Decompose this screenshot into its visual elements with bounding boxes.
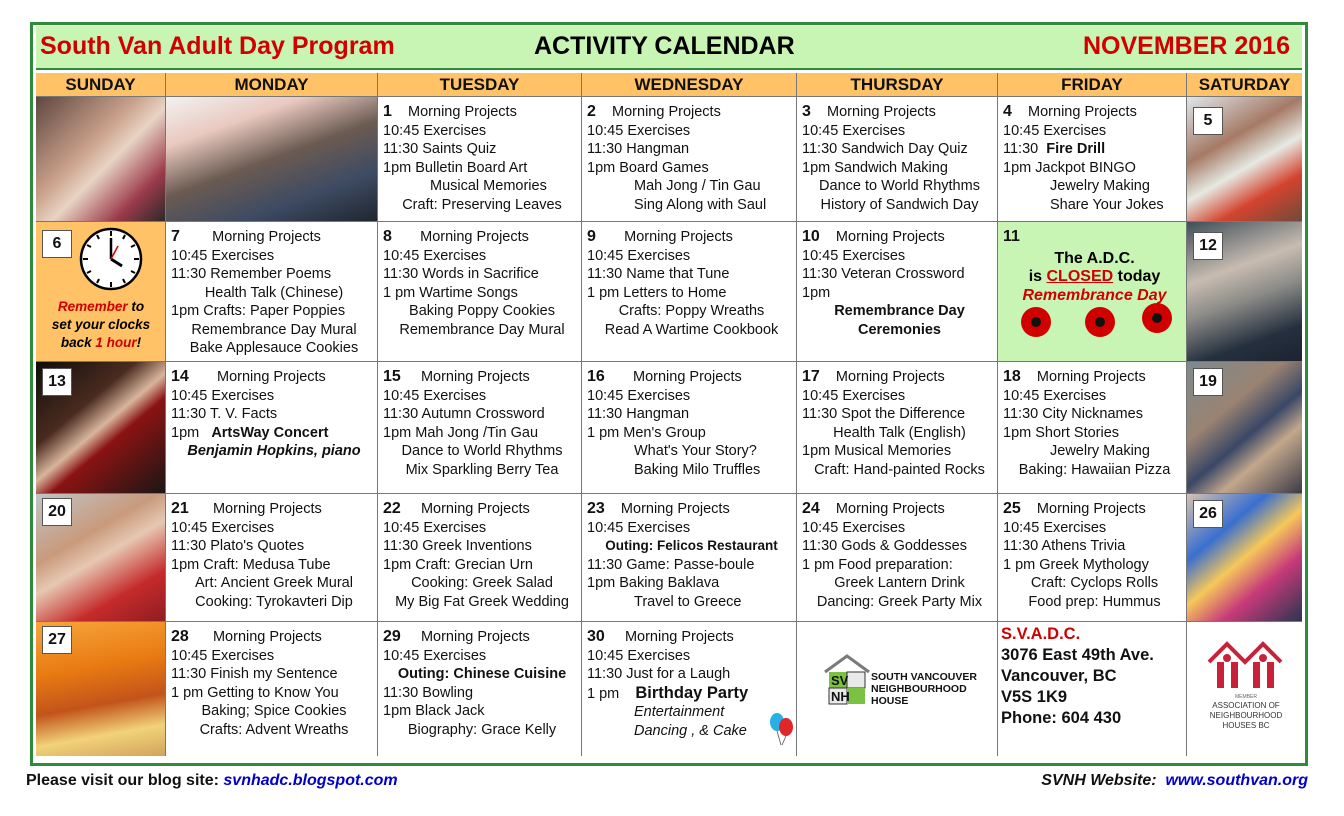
cell-nov-25 <box>998 494 1187 622</box>
activity: 1pm Craft: Grecian Urn <box>383 556 533 573</box>
activity: Entertainment <box>634 704 725 720</box>
date-number: 21 <box>171 500 189 517</box>
cell-nov-22 <box>378 494 582 622</box>
calendar-month: NOVEMBER 2016 <box>1082 32 1290 60</box>
date-number: 2 <box>587 103 596 120</box>
cell-nov-7 <box>166 222 378 362</box>
concert-performer: Benjamin Hopkins, piano <box>187 443 361 459</box>
concert-title: ArtsWay Concert <box>211 424 329 441</box>
activity: Jewelry Making <box>1050 443 1150 459</box>
activity: 11:30 Spot the Difference <box>802 406 966 422</box>
activity: Morning Projects <box>420 629 530 645</box>
activity: 1pm Crafts: Paper Poppies <box>171 303 346 319</box>
activity: Baking: Hawaiian Pizza <box>1018 461 1171 478</box>
cell-nov-5 <box>1187 97 1302 222</box>
day-header-sunday: SUNDAY <box>36 73 166 97</box>
title-bar <box>36 26 1302 70</box>
anh-logo-icon <box>1203 636 1289 732</box>
date-number: 26 <box>1193 500 1223 528</box>
day-header-saturday: SATURDAY <box>1187 73 1302 97</box>
activity: 10:45 Exercises <box>171 647 275 664</box>
activity: Morning Projects <box>420 369 530 385</box>
cell-nov-14 <box>166 362 378 494</box>
activity: 10:45 Exercises <box>1003 122 1107 139</box>
activity: Morning Projects <box>835 229 945 245</box>
activity: Morning Projects <box>835 369 945 385</box>
activity: Morning Projects <box>1028 104 1137 120</box>
activity: Musical Memories <box>430 178 547 194</box>
activity: 10:45 Exercises <box>383 519 487 536</box>
street-address: 3076 East 49th Ave. <box>1001 646 1154 664</box>
activity: Dancing: Greek Party Mix <box>816 593 983 610</box>
activity: 11:30 Words in Sacrifice <box>383 266 539 282</box>
date-number: 23 <box>587 500 605 517</box>
balloons-icon <box>768 712 796 746</box>
cell-nov-11 <box>998 222 1187 362</box>
svg-text:ASSOCIATION OF: ASSOCIATION OF <box>1212 701 1280 710</box>
activity: Craft: Preserving Leaves <box>402 196 562 213</box>
date-number: 15 <box>383 368 401 385</box>
activity: Morning Projects <box>1036 501 1146 517</box>
date-number: 17 <box>802 368 820 385</box>
svg-text:HOUSE: HOUSE <box>871 695 909 707</box>
activity-time: 1pm <box>171 424 200 441</box>
activity: Bake Applesauce Cookies <box>189 340 359 356</box>
activity: Morning Projects <box>835 501 945 517</box>
cell-nov-1 <box>378 97 582 222</box>
cell-anh-logo <box>1187 622 1302 756</box>
activity: 11:30 City Nicknames <box>1003 406 1143 422</box>
remembrance-ceremonies: Ceremonies <box>857 321 941 338</box>
cell-nov-8 <box>378 222 582 362</box>
activity: 11:30 Plato's Quotes <box>171 538 305 554</box>
cell-nov-2 <box>582 97 797 222</box>
activity: Baking; Spice Cookies <box>201 703 347 719</box>
date-number: 29 <box>383 628 401 645</box>
cell-nov-21 <box>166 494 378 622</box>
activity: 10:45 Exercises <box>587 647 691 664</box>
activity: Biography: Grace Kelly <box>407 721 557 738</box>
svg-text:NH: NH <box>831 689 850 704</box>
cell-week1-monday <box>166 97 378 222</box>
activity: Morning Projects <box>217 369 326 385</box>
activity: 11:30 Just for a Laugh <box>587 666 731 682</box>
calendar-title: ACTIVITY CALENDAR <box>534 32 795 60</box>
cell-nov-17 <box>797 362 998 494</box>
closed-notice: The A.D.C. is CLOSED today Remembrance Day <box>1022 249 1167 304</box>
activity: 10:45 Exercises <box>802 122 906 139</box>
activity: Dance to World Rhythms <box>819 178 980 194</box>
activity: Dance to World Rhythms <box>401 443 563 459</box>
date-number: 24 <box>802 500 820 517</box>
blog-link[interactable]: svnhadc.blogspot.com <box>223 772 398 789</box>
date-number: 27 <box>42 626 72 654</box>
clock-icon <box>78 226 144 292</box>
cell-nov-29 <box>378 622 582 756</box>
date-number: 11 <box>1003 228 1020 245</box>
birthday-party: Birthday Party <box>635 683 749 702</box>
activity: 1pm Baking Baklava <box>587 575 720 591</box>
cell-nov-20 <box>36 494 166 622</box>
activity: 11:30 Gods & Goddesses <box>802 538 967 554</box>
activity: Morning Projects <box>408 104 517 120</box>
activity: 10:45 Exercises <box>383 122 487 139</box>
activity: 1pm Jackpot BINGO <box>1003 159 1136 176</box>
activity: Cooking: Greek Salad <box>411 575 553 591</box>
activity: Morning Projects <box>1036 369 1146 385</box>
cell-nov-13 <box>36 362 166 494</box>
activity: 11:30 Veteran Crossword <box>802 266 965 282</box>
cell-nov-19 <box>1187 362 1302 494</box>
activity: Travel to Greece <box>634 593 742 610</box>
activity: 10:45 Exercises <box>802 247 906 264</box>
activity: 1 pm Wartime Songs <box>383 284 518 301</box>
outing: Outing: Felicos Restaurant <box>605 538 778 553</box>
fire-drill: Fire Drill <box>1046 141 1106 157</box>
activity: Craft: Hand-painted Rocks <box>814 461 985 478</box>
activity: 1pm Musical Memories <box>802 443 952 459</box>
activity: 1pm Sandwich Making <box>802 159 948 176</box>
activity: 11:30 T. V. Facts <box>171 406 278 422</box>
cell-nov-9 <box>582 222 797 362</box>
day-header-wednesday: WEDNESDAY <box>582 73 797 97</box>
activity: My Big Fat Greek Wedding <box>395 593 569 610</box>
cell-nov-10 <box>797 222 998 362</box>
remembrance-ceremonies: Remembrance Day <box>834 303 965 319</box>
date-number: 7 <box>171 228 180 245</box>
activity: 10:45 Exercises <box>171 247 275 264</box>
date-number: 18 <box>1003 368 1021 385</box>
activity: Remembrance Day Mural <box>399 321 565 338</box>
activity: Morning Projects <box>212 501 322 517</box>
activity: 11:30 Saints Quiz <box>383 141 497 157</box>
cell-nov-15 <box>378 362 582 494</box>
activity: 1 pm Food preparation: <box>802 556 953 573</box>
day-header-monday: MONDAY <box>166 73 378 97</box>
activity: Morning Projects <box>420 229 529 245</box>
cell-nov-4 <box>998 97 1187 222</box>
activity: 10:45 Exercises <box>587 247 691 264</box>
date-number: 30 <box>587 628 605 645</box>
svg-text:MEMBER: MEMBER <box>1235 694 1257 700</box>
activity: 1pm Board Games <box>587 159 709 176</box>
cell-nov-28 <box>166 622 378 756</box>
poppy-icon <box>1020 306 1052 338</box>
activity: 10:45 Exercises <box>802 387 906 404</box>
activity: 11:30 Sandwich Day Quiz <box>802 141 968 157</box>
cell-svnh-logo <box>797 622 998 756</box>
activity: 10:45 Exercises <box>1003 387 1107 404</box>
activity: Crafts: Advent Wreaths <box>199 721 349 738</box>
activity: Craft: Cyclops Rolls <box>1030 575 1159 591</box>
date-number: 14 <box>171 368 189 385</box>
activity: 1pm Craft: Medusa Tube <box>171 556 331 573</box>
date-number: 6 <box>42 230 72 258</box>
postal-code: V5S 1K9 <box>1001 688 1068 706</box>
activity: What's Your Story? <box>634 443 757 459</box>
activity: 1pm Bulletin Board Art <box>383 159 528 176</box>
activity: 10:45 Exercises <box>383 647 487 664</box>
city: Vancouver, BC <box>1001 667 1117 685</box>
activity: Sing Along with Saul <box>634 196 767 213</box>
svg-text:SV: SV <box>831 673 849 688</box>
activity: 1pm Short Stories <box>1003 424 1120 441</box>
activity: 1pm <box>802 284 831 301</box>
cell-week1-sunday <box>36 97 166 222</box>
outing: Outing: Chinese Cuisine <box>397 666 567 682</box>
cell-nov-12 <box>1187 222 1302 362</box>
photo-group-of-seniors <box>166 97 377 221</box>
cell-nov-23 <box>582 494 797 622</box>
date-number: 28 <box>171 628 189 645</box>
date-number: 5 <box>1193 107 1223 135</box>
activity: 10:45 Exercises <box>383 387 487 404</box>
svnh-logo-icon <box>821 654 981 710</box>
program-name: South Van Adult Day Program <box>40 32 395 60</box>
activity: Morning Projects <box>612 104 721 120</box>
activity: 11:30 Greek Inventions <box>383 538 532 554</box>
poppy-icon <box>1084 306 1116 338</box>
activity: 11:30 Name that Tune <box>587 266 730 282</box>
date-number: 13 <box>42 368 72 396</box>
activity: Morning Projects <box>827 104 936 120</box>
activity: Art: Ancient Greek Mural <box>195 575 353 591</box>
website-link[interactable]: www.southvan.org <box>1165 772 1308 789</box>
activity: 1 pm Getting to Know You <box>171 684 339 701</box>
date-number: 10 <box>802 228 820 245</box>
activity: 10:45 Exercises <box>171 387 275 404</box>
activity: Morning Projects <box>624 629 734 645</box>
activity: 11:30 Game: Passe-boule <box>587 556 755 573</box>
activity: Share Your Jokes <box>1050 196 1164 213</box>
activity: Morning Projects <box>620 501 730 517</box>
svg-text:SOUTH VANCOUVER: SOUTH VANCOUVER <box>871 671 977 683</box>
activity: Health Talk (Chinese) <box>204 284 344 301</box>
activity: 11:30 Remember Poems <box>171 266 332 282</box>
activity: Crafts: Poppy Wreaths <box>618 303 765 319</box>
activity: 11:30 Athens Trivia <box>1003 538 1126 554</box>
day-header-tuesday: TUESDAY <box>378 73 582 97</box>
footer-blog: Please visit our blog site: svnhadc.blogspot.com <box>26 772 398 789</box>
activity: 11:30 Finish my Sentence <box>171 666 338 682</box>
phone-number: Phone: 604 430 <box>1001 709 1122 727</box>
activity: Morning Projects <box>212 229 321 245</box>
activity: 10:45 Exercises <box>587 387 691 404</box>
activity: Morning Projects <box>420 501 530 517</box>
activity: 10:45 Exercises <box>587 122 691 139</box>
activity: Greek Lantern Drink <box>834 575 965 591</box>
date-number: 12 <box>1193 232 1223 260</box>
blog-label: Please visit our blog site <box>26 772 214 789</box>
day-header-friday: FRIDAY <box>998 73 1187 97</box>
activity: 10:45 Exercises <box>587 519 691 536</box>
cell-nov-27 <box>36 622 166 756</box>
activity: Baking Poppy Cookies <box>409 303 555 319</box>
photo-woman-with-paper-craft <box>36 97 165 221</box>
day-header-thursday: THURSDAY <box>797 73 998 97</box>
activity: Dancing , & Cake <box>634 722 747 739</box>
date-number: 25 <box>1003 500 1021 517</box>
activity: 1pm Mah Jong /Tin Gau <box>383 424 539 441</box>
cell-nov-30 <box>582 622 797 756</box>
activity: 1 pm Greek Mythology <box>1003 556 1149 573</box>
calendar-grid <box>36 73 1302 756</box>
poppy-icon <box>1141 302 1173 334</box>
website-label: SVNH Website: <box>1041 772 1157 789</box>
activity: 10:45 Exercises <box>171 519 275 536</box>
cell-nov-3 <box>797 97 998 222</box>
cell-nov-26 <box>1187 494 1302 622</box>
date-number: 1 <box>383 103 392 120</box>
activity: Baking Milo Truffles <box>634 461 761 478</box>
activity: Jewelry Making <box>1050 178 1150 194</box>
centre-name: S.V.A.D.C. <box>1001 625 1081 643</box>
date-number: 16 <box>587 368 605 385</box>
date-number: 22 <box>383 500 401 517</box>
activity: Morning Projects <box>624 229 733 245</box>
activity: 1pm Black Jack <box>383 703 485 719</box>
date-number: 19 <box>1193 368 1223 396</box>
activity: 10:45 Exercises <box>1003 519 1107 536</box>
activity: Remembrance Day Mural <box>191 321 357 338</box>
activity: 11:30 Hangman <box>587 141 690 157</box>
date-number: 3 <box>802 103 811 120</box>
svg-text:NEIGHBOURHOOD: NEIGHBOURHOOD <box>871 683 967 695</box>
activity: 1 pm Men's Group <box>587 424 706 441</box>
activity: Morning Projects <box>633 369 742 385</box>
activity-time: 11:30 <box>1003 141 1039 157</box>
cell-nov-24 <box>797 494 998 622</box>
date-number: 8 <box>383 228 392 245</box>
activity: Morning Projects <box>212 629 322 645</box>
activity: 10:45 Exercises <box>802 519 906 536</box>
cell-nov-6 <box>36 222 166 362</box>
contact-address <box>998 622 1186 729</box>
activity: History of Sandwich Day <box>820 196 979 213</box>
activity: Read A Wartime Cookbook <box>604 321 779 338</box>
date-number: 9 <box>587 228 596 245</box>
activity-time: 1 pm <box>587 685 620 702</box>
activity: 11:30 Bowling <box>383 684 474 701</box>
svg-text:NEIGHBOURHOOD: NEIGHBOURHOOD <box>1209 711 1283 720</box>
activity: 11:30 Autumn Crossword <box>383 406 545 422</box>
date-number: 20 <box>42 498 72 526</box>
activity: Food prep: Hummus <box>1028 593 1161 610</box>
activity: Health Talk (English) <box>833 424 966 441</box>
cell-nov-18 <box>998 362 1187 494</box>
activity: Mix Sparkling Berry Tea <box>405 461 559 478</box>
activity: 11:30 Hangman <box>587 406 690 422</box>
svg-text:HOUSES BC: HOUSES BC <box>1222 721 1270 730</box>
clock-reminder: Remember to set your clocks back 1 hour! <box>51 299 151 350</box>
activity: Cooking: Tyrokavteri Dip <box>195 593 353 610</box>
activity: 1 pm Letters to Home <box>587 284 727 301</box>
cell-contact-info <box>998 622 1187 756</box>
cell-nov-16 <box>582 362 797 494</box>
activity: 10:45 Exercises <box>383 247 487 264</box>
date-number: 4 <box>1003 103 1012 120</box>
footer-website <box>1041 772 1308 790</box>
activity: Mah Jong / Tin Gau <box>634 178 761 194</box>
